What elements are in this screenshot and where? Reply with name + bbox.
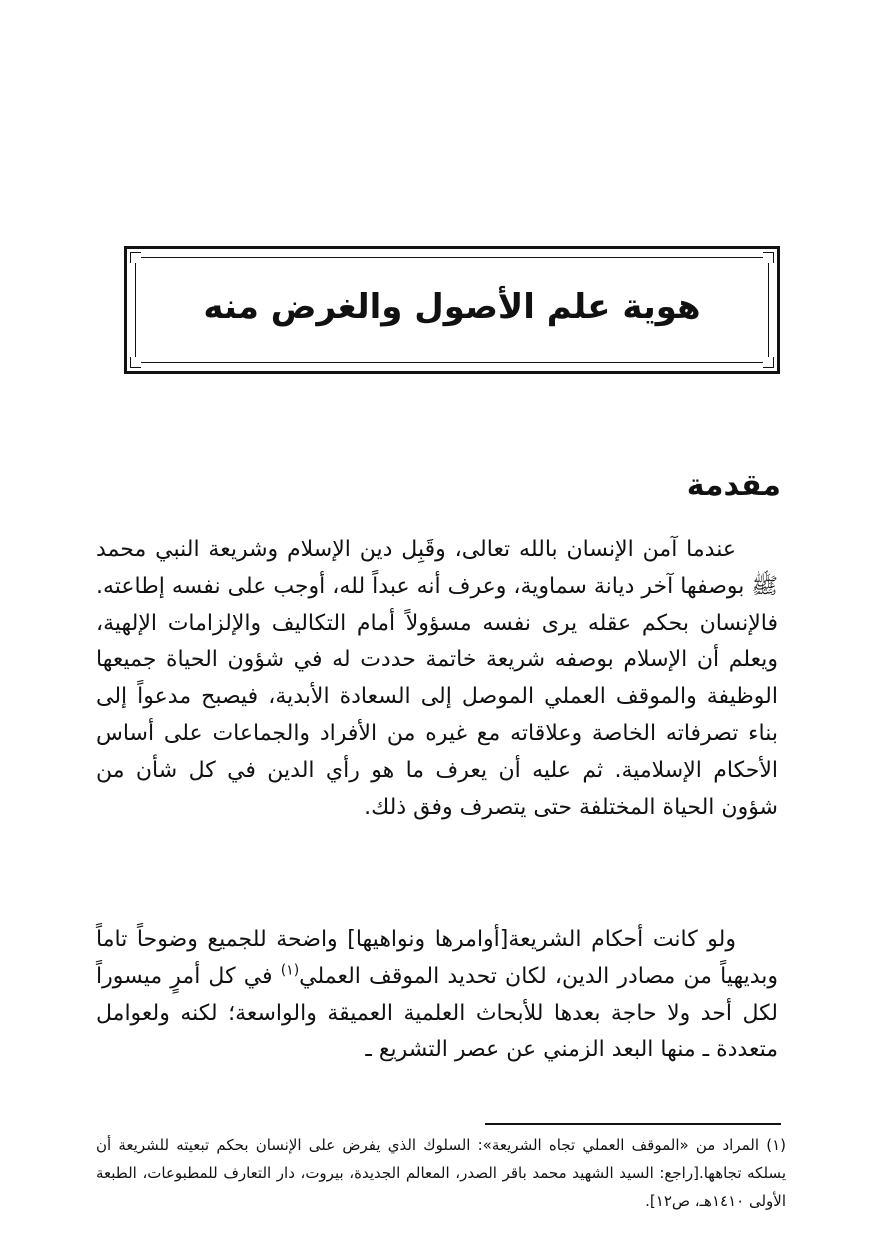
- frame-corner-ornament: [763, 252, 774, 263]
- body-paragraph: عندما آمن الإنسان بالله تعالى، وقَبِل دين الإسلام وشريعة النبي محمد ﷺ بوصفها آخر ديانة سماوية، وعرف أنه عبداً لله، أوجب على نفسه إطاعته. فالإنسان بحكم عقله يرى نفسه مسؤولاً أمام التكاليف والإلزامات الإلهية، ويعلم أن الإسلام بوصفه شريعة خاتمة حددت له في شؤون الحياة جميعها الوظيفة والموقف العملي الموصل إلى السعادة الأبدية، فيصبح مدعواً إلى بناء تصرفاته الخاصة وعلاقاته مع غيره من الأفراد والجماعات على أساس الأحكام الإسلامية. ثم عليه أن يعرف ما هو رأي الدين في كل شأن من شؤون الحياة المختلفة حتى يتصرف وفق ذلك.: [96, 537, 778, 820]
- frame-corner-ornament: [130, 252, 141, 263]
- paragraph-text: في كل أمرٍ ميسوراً لكل أحد ولا حاجة بعدها للأبحاث العلمية العميقة والواسعة؛ لكنه ولعوامل متعددة ـ منها البعد الزمني عن عصر التشريع ـ: [96, 963, 778, 1063]
- footnote: (١) المراد من «الموقف العملي تجاه الشريعة»: السلوك الذي يفرض على الإنسان بحكم تبعيته للشريعة أن يسلكه تجاهها.[راجع: السيد الشهيد محمد باقر الصدر، المعالم الجديدة، بيروت، دار التعارف للمطبوعات، الطبعة الأولى ١٤١٠هـ، ص١٢].: [96, 1136, 786, 1210]
- body-paragraph: [96, 922, 778, 1069]
- paragraph-text: ولو كانت أحكام الشريعة[أوامرها ونواهيها] واضحة للجميع وضوحاً تاماً وبديهياً من مصادر الدين، لكان تحديد الموقف العملي: [96, 927, 778, 989]
- frame-corner-ornament: [130, 357, 141, 368]
- chapter-title-frame: [124, 246, 780, 374]
- footnote-reference[interactable]: (١): [280, 962, 300, 979]
- chapter-title: هوية علم الأصول والغرض منه: [203, 287, 701, 327]
- footnote-separator: [485, 1123, 781, 1125]
- section-heading: مقدمة: [686, 468, 781, 503]
- frame-corner-ornament: [763, 357, 774, 368]
